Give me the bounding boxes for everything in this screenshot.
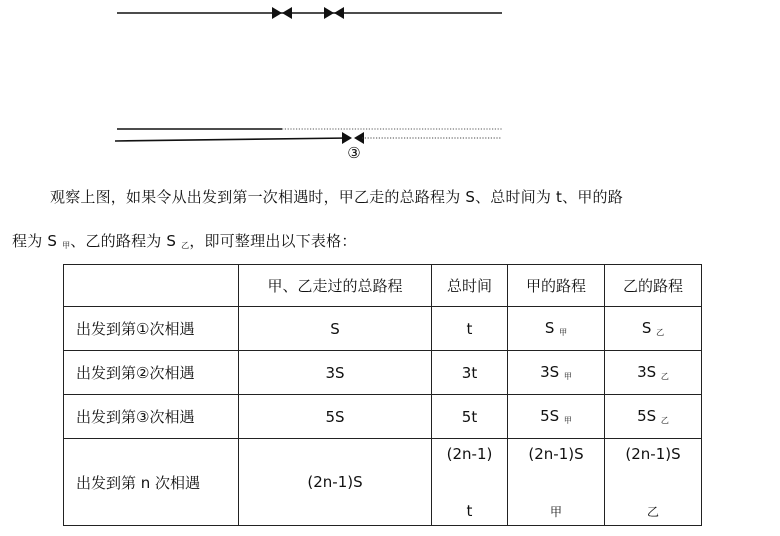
yi-distance-cell: S $_乙$ <box>605 307 702 351</box>
table-header-cell: 甲、乙走过的总路程 <box>239 265 432 307</box>
jia-distance-cell: S $_甲$ <box>508 307 605 351</box>
row-label: 出发到第①次相遇 <box>64 307 239 351</box>
row-label: 出发到第 n 次相遇 <box>64 439 239 526</box>
total-distance-cell: 3S <box>239 351 432 395</box>
arrowhead-right-icon <box>324 7 334 19</box>
arrowhead-left-icon <box>282 7 292 19</box>
jia-distance-cell: 3S $_甲$ <box>508 351 605 395</box>
total-time-cell: 3t <box>432 351 508 395</box>
meeting-point-label: ③ <box>347 144 361 162</box>
total-time-cell: t <box>432 307 508 351</box>
jia-distance-cell: (2n-1)S 甲 <box>508 439 605 526</box>
arrowhead-left-icon <box>334 7 344 19</box>
meeting-diagram <box>0 0 780 180</box>
row-label: 出发到第③次相遇 <box>64 395 239 439</box>
intro-paragraph-line-1: 观察上图，如果令从出发到第一次相遇时，甲乙走的总路程为 S、总时间为 t、甲的路 <box>50 188 623 206</box>
table-row <box>64 351 702 395</box>
intro-paragraph-line-2: 程为 S $_甲$、乙的路程为 S $_乙$，即可整理出以下表格： <box>12 232 357 250</box>
table-row <box>64 395 702 439</box>
yi-distance-cell: (2n-1)S 乙 <box>605 439 702 526</box>
yi-distance-cell: 5S $_乙$ <box>605 395 702 439</box>
jia-path-line <box>115 138 350 141</box>
table-header-cell <box>64 265 239 307</box>
table-header-row <box>64 265 702 307</box>
meeting-table <box>63 264 702 526</box>
total-distance-cell: S <box>239 307 432 351</box>
table-row <box>64 307 702 351</box>
total-distance-cell: (2n-1)S <box>239 439 432 526</box>
table-header-cell: 乙的路程 <box>605 265 702 307</box>
total-distance-cell: 5S <box>239 395 432 439</box>
arrowhead-right-icon <box>342 132 352 144</box>
row-label: 出发到第②次相遇 <box>64 351 239 395</box>
arrowhead-right-icon <box>272 7 282 19</box>
table-header-cell: 总时间 <box>432 265 508 307</box>
jia-distance-cell: 5S $_甲$ <box>508 395 605 439</box>
table-header-cell: 甲的路程 <box>508 265 605 307</box>
total-time-cell: 5t <box>432 395 508 439</box>
table-row <box>64 439 702 526</box>
total-time-cell: (2n-1) t <box>432 439 508 526</box>
yi-distance-cell: 3S $_乙$ <box>605 351 702 395</box>
